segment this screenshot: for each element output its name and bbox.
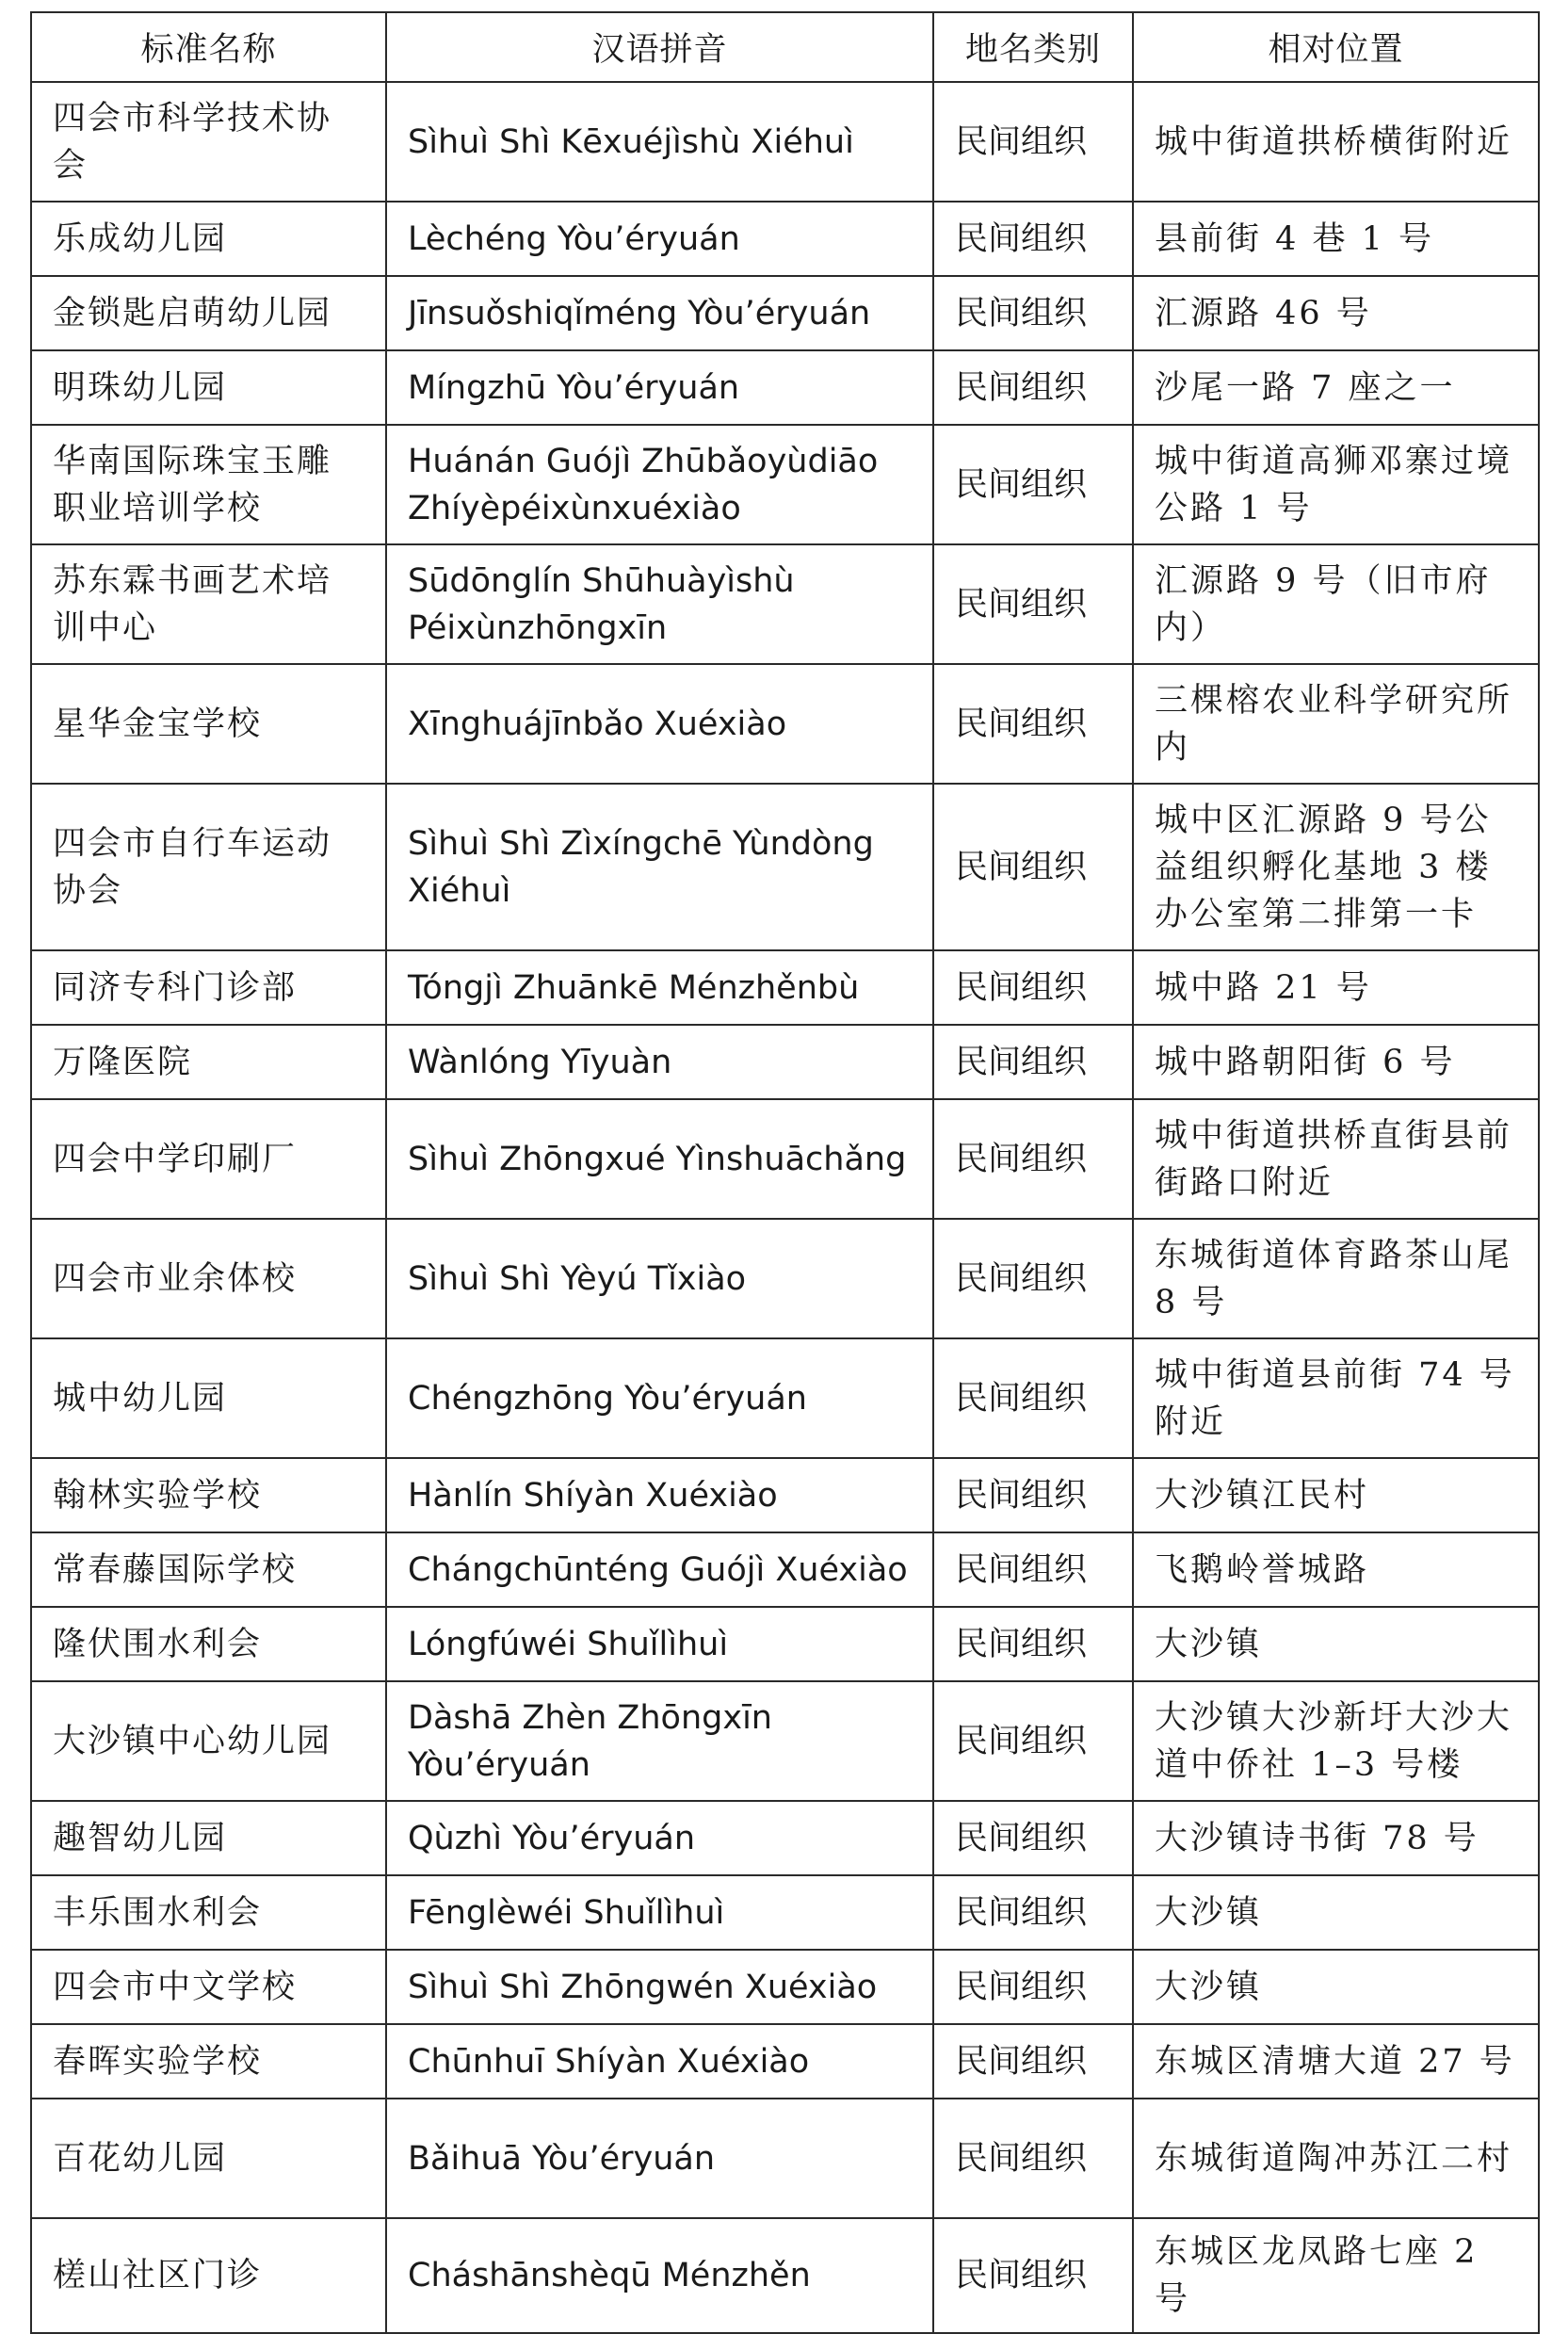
cell-pinyin: Sìhuì Shì Kēxuéjìshù Xiéhuì xyxy=(386,82,933,202)
cell-category: 民间组织 xyxy=(933,202,1133,276)
cell-pinyin: Chūnhuī Shíyàn Xuéxiào xyxy=(386,2024,933,2099)
table-row xyxy=(31,2024,1539,2099)
table-row xyxy=(31,350,1539,425)
cell-category: 民间组织 xyxy=(933,1532,1133,1607)
cell-standard-name: 乐成幼儿园 xyxy=(31,202,386,276)
cell-standard-name: 华南国际珠宝玉雕职业培训学校 xyxy=(31,425,386,544)
table-row xyxy=(31,950,1539,1025)
cell-standard-name: 春晖实验学校 xyxy=(31,2024,386,2099)
cell-standard-name: 翰林实验学校 xyxy=(31,1458,386,1532)
cell-pinyin: Bǎihuā Yòu’éryuán xyxy=(386,2099,933,2218)
cell-pinyin: Hànlín Shíyàn Xuéxiào xyxy=(386,1458,933,1532)
header-location: 相对位置 xyxy=(1133,12,1539,82)
cell-category: 民间组织 xyxy=(933,425,1133,544)
document-page xyxy=(30,11,1538,2334)
table-row xyxy=(31,425,1539,544)
cell-pinyin: Qùzhì Yòu’éryuán xyxy=(386,1801,933,1875)
cell-location: 大沙镇 xyxy=(1133,1607,1539,1681)
table-row xyxy=(31,1681,1539,1801)
cell-location: 县前街 4 巷 1 号 xyxy=(1133,202,1539,276)
cell-category: 民间组织 xyxy=(933,2099,1133,2218)
cell-pinyin: Cháshānshèqū Ménzhěn xyxy=(386,2218,933,2333)
cell-standard-name: 城中幼儿园 xyxy=(31,1338,386,1458)
cell-pinyin: Huánán Guójì Zhūbǎoyùdiāo Zhíyèpéixùnxuéxiào xyxy=(386,425,933,544)
header-standard-name: 标准名称 xyxy=(31,12,386,82)
cell-location: 大沙镇大沙新圩大沙大道中侨社 1–3 号楼 xyxy=(1133,1681,1539,1801)
cell-standard-name: 苏东霖书画艺术培训中心 xyxy=(31,544,386,664)
cell-location: 城中路 21 号 xyxy=(1133,950,1539,1025)
cell-standard-name: 百花幼儿园 xyxy=(31,2099,386,2218)
cell-standard-name: 四会中学印刷厂 xyxy=(31,1099,386,1219)
cell-pinyin: Chángchūnténg Guójì Xuéxiào xyxy=(386,1532,933,1607)
cell-standard-name: 四会市业余体校 xyxy=(31,1219,386,1338)
cell-location: 城中街道拱桥直街县前街路口附近 xyxy=(1133,1099,1539,1219)
cell-category: 民间组织 xyxy=(933,950,1133,1025)
cell-location: 城中街道县前街 74 号附近 xyxy=(1133,1338,1539,1458)
table-row xyxy=(31,82,1539,202)
cell-category: 民间组织 xyxy=(933,1219,1133,1338)
cell-category: 民间组织 xyxy=(933,1607,1133,1681)
cell-pinyin: Míngzhū Yòu’éryuán xyxy=(386,350,933,425)
cell-category: 民间组织 xyxy=(933,1025,1133,1099)
table-row xyxy=(31,1950,1539,2024)
cell-location: 东城区清塘大道 27 号 xyxy=(1133,2024,1539,2099)
cell-standard-name: 四会市中文学校 xyxy=(31,1950,386,2024)
cell-location: 东城街道陶冲苏江二村 xyxy=(1133,2099,1539,2218)
cell-location: 飞鹅岭誉城路 xyxy=(1133,1532,1539,1607)
cell-category: 民间组织 xyxy=(933,1950,1133,2024)
cell-category: 民间组织 xyxy=(933,544,1133,664)
cell-location: 东城街道体育路茶山尾 8 号 xyxy=(1133,1219,1539,1338)
table-row xyxy=(31,202,1539,276)
cell-pinyin: Dàshā Zhèn Zhōngxīn Yòu’éryuán xyxy=(386,1681,933,1801)
cell-standard-name: 同济专科门诊部 xyxy=(31,950,386,1025)
cell-pinyin: Sìhuì Shì Zhōngwén Xuéxiào xyxy=(386,1950,933,2024)
header-category: 地名类别 xyxy=(933,12,1133,82)
cell-standard-name: 隆伏围水利会 xyxy=(31,1607,386,1681)
cell-location: 沙尾一路 7 座之一 xyxy=(1133,350,1539,425)
cell-standard-name: 四会市自行车运动协会 xyxy=(31,784,386,950)
cell-pinyin: Chéngzhōng Yòu’éryuán xyxy=(386,1338,933,1458)
table-row xyxy=(31,1607,1539,1681)
cell-pinyin: Wànlóng Yīyuàn xyxy=(386,1025,933,1099)
cell-category: 民间组织 xyxy=(933,2218,1133,2333)
table-row xyxy=(31,544,1539,664)
cell-location: 城中街道拱桥横街附近 xyxy=(1133,82,1539,202)
cell-pinyin: Xīnghuájīnbǎo Xuéxiào xyxy=(386,664,933,784)
cell-pinyin: Lèchéng Yòu’éryuán xyxy=(386,202,933,276)
table-row xyxy=(31,1875,1539,1950)
cell-category: 民间组织 xyxy=(933,664,1133,784)
cell-location: 大沙镇 xyxy=(1133,1875,1539,1950)
cell-category: 民间组织 xyxy=(933,1458,1133,1532)
cell-location: 三棵榕农业科学研究所内 xyxy=(1133,664,1539,784)
cell-standard-name: 金锁匙启萌幼儿园 xyxy=(31,276,386,350)
table-row xyxy=(31,1025,1539,1099)
cell-location: 城中区汇源路 9 号公益组织孵化基地 3 楼办公室第二排第一卡 xyxy=(1133,784,1539,950)
cell-pinyin: Sìhuì Shì Zìxíngchē Yùndòng Xiéhuì xyxy=(386,784,933,950)
table-row xyxy=(31,1338,1539,1458)
cell-pinyin: Fēnglèwéi Shuǐlìhuì xyxy=(386,1875,933,1950)
cell-pinyin: Jīnsuǒshiqǐméng Yòu’éryuán xyxy=(386,276,933,350)
table-row xyxy=(31,664,1539,784)
cell-category: 民间组织 xyxy=(933,1338,1133,1458)
cell-pinyin: Sìhuì Shì Yèyú Tǐxiào xyxy=(386,1219,933,1338)
table-row xyxy=(31,1532,1539,1607)
cell-category: 民间组织 xyxy=(933,82,1133,202)
cell-location: 汇源路 46 号 xyxy=(1133,276,1539,350)
cell-standard-name: 趣智幼儿园 xyxy=(31,1801,386,1875)
cell-location: 城中街道高狮邓寨过境公路 1 号 xyxy=(1133,425,1539,544)
cell-category: 民间组织 xyxy=(933,784,1133,950)
cell-category: 民间组织 xyxy=(933,2024,1133,2099)
place-name-table xyxy=(30,11,1540,2334)
cell-category: 民间组织 xyxy=(933,1875,1133,1950)
cell-pinyin: Sūdōnglín Shūhuàyìshù Péixùnzhōngxīn xyxy=(386,544,933,664)
cell-location: 东城区龙凤路七座 2 号 xyxy=(1133,2218,1539,2333)
table-row xyxy=(31,1099,1539,1219)
table-row xyxy=(31,1458,1539,1532)
cell-category: 民间组织 xyxy=(933,350,1133,425)
table-header-row xyxy=(31,12,1539,82)
table-row xyxy=(31,2099,1539,2218)
cell-pinyin: Lóngfúwéi Shuǐlìhuì xyxy=(386,1607,933,1681)
header-pinyin: 汉语拼音 xyxy=(386,12,933,82)
table-body xyxy=(31,82,1539,2333)
cell-standard-name: 四会市科学技术协会 xyxy=(31,82,386,202)
cell-standard-name: 丰乐围水利会 xyxy=(31,1875,386,1950)
table-row xyxy=(31,276,1539,350)
cell-location: 汇源路 9 号（旧市府内） xyxy=(1133,544,1539,664)
cell-standard-name: 槎山社区门诊 xyxy=(31,2218,386,2333)
cell-location: 大沙镇江民村 xyxy=(1133,1458,1539,1532)
cell-standard-name: 大沙镇中心幼儿园 xyxy=(31,1681,386,1801)
cell-standard-name: 万隆医院 xyxy=(31,1025,386,1099)
table-row xyxy=(31,1219,1539,1338)
cell-location: 大沙镇诗书街 78 号 xyxy=(1133,1801,1539,1875)
cell-pinyin: Tóngjì Zhuānkē Ménzhěnbù xyxy=(386,950,933,1025)
table-row xyxy=(31,2218,1539,2333)
table-row xyxy=(31,1801,1539,1875)
cell-location: 城中路朝阳街 6 号 xyxy=(1133,1025,1539,1099)
table-row xyxy=(31,784,1539,950)
cell-standard-name: 常春藤国际学校 xyxy=(31,1532,386,1607)
cell-location: 大沙镇 xyxy=(1133,1950,1539,2024)
cell-category: 民间组织 xyxy=(933,1801,1133,1875)
cell-standard-name: 星华金宝学校 xyxy=(31,664,386,784)
cell-category: 民间组织 xyxy=(933,1681,1133,1801)
cell-pinyin: Sìhuì Zhōngxué Yìnshuāchǎng xyxy=(386,1099,933,1219)
cell-category: 民间组织 xyxy=(933,1099,1133,1219)
cell-category: 民间组织 xyxy=(933,276,1133,350)
cell-standard-name: 明珠幼儿园 xyxy=(31,350,386,425)
